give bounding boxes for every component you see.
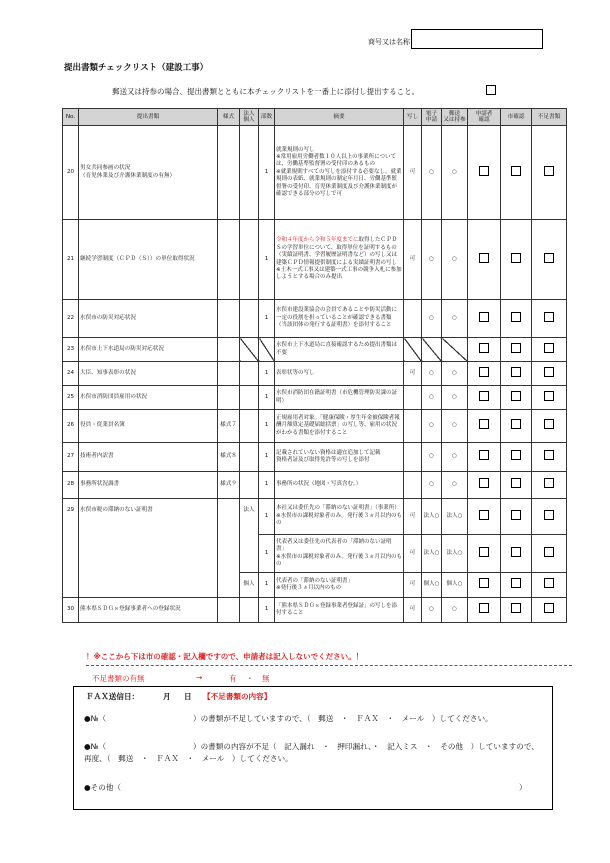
col-missing: 不足書類 [532,109,567,126]
row-electronic: ○ [422,386,442,410]
row-corp [240,220,259,300]
row-document: 継続学習制度（ＣＰＤ（Ｓ））の単位取得状況 [79,220,218,300]
row-mail: 法人○ [442,535,468,573]
table-row [63,499,567,535]
line1-prefix: ●№（ [84,714,107,723]
row-corp [240,300,259,338]
missing-checkbox[interactable] [544,419,554,429]
row-no: 20 [63,126,79,220]
applicant-checkbox[interactable] [479,367,489,377]
row-copies: 1 [259,362,275,386]
missing-checkbox[interactable] [544,391,554,401]
row-copy [404,410,422,443]
row-summary: 記載されていない資格は適宜追加して記載 資格者証及び取得免許等の写しを添付 [275,443,404,472]
row-electronic: 個人○ [422,573,442,598]
row-copies: 1 [259,472,275,499]
missing-checkbox[interactable] [544,312,554,322]
row-copy: 可 [404,573,422,598]
row-copy [404,386,422,410]
row-no: 28 [63,472,79,499]
missing-content-label: 【不足書類の内容】 [203,692,272,701]
city-checkbox[interactable] [511,343,521,353]
row-copy: 可 [404,220,422,300]
city-checkbox[interactable] [511,478,521,488]
row-summary: 水俣市建設業協会の会員であることや防災活動に一定の役割を担っていることが確認できる書類（当該団体の発行する証明書）を添付すること [275,300,404,338]
city-checkbox[interactable] [511,547,521,557]
col-copies: 部数 [259,109,275,126]
row-copy: 可 [404,499,422,535]
applicant-checkbox[interactable] [479,510,489,520]
row-no: 29 [63,499,79,598]
row-summary: 令和４年度から令和５年度までに取得したＣＰＤＳの学習単位について、取得単位を証明するもの（実績証明書、学習履歴証明書など）の写し又は建築ＣＰＤ情報提供制度による実績証明書の写し ※土木一式工事又は建築一式工事の競争入札に参加しようとする場合のみ提出 [275,220,404,300]
line1-text: ）の書類が不足していますので、（ 郵送 ・ ＦＡＸ ・ メール ）してください。 [193,714,493,723]
row-copies-na [259,338,275,362]
table-row [63,362,567,386]
missing-checkbox[interactable] [544,547,554,557]
table-row [63,598,567,623]
row-mail: ○ [442,410,468,443]
row-mail: ○ [442,220,468,300]
row-corp [240,410,259,443]
row-copies: 1 [259,598,275,623]
missing-checkbox[interactable] [544,343,554,353]
line4-prefix: ●その他（ [84,783,122,792]
row-copies: 1 [259,126,275,220]
applicant-checkbox[interactable] [479,547,489,557]
row-copy [404,472,422,499]
col-mail: 郵送 又は持参 [442,109,468,126]
page-title: 提出書類チェックリスト（建設工事） [64,63,209,73]
city-use-notice: ！※ここから下は市の確認・記入欄ですので、申請者は記入しないでください。！ [86,652,364,661]
row-electronic: 法人○ [422,499,442,535]
col-summary: 摘要 [275,109,404,126]
applicant-checkbox[interactable] [479,578,489,588]
row-no: 25 [63,386,79,410]
row-corp: 法人 [240,499,259,573]
city-checkbox[interactable] [511,367,521,377]
missing-checkbox[interactable] [544,603,554,613]
row-copy-na [404,338,422,362]
row-electronic: ○ [422,472,442,499]
fax-day-label: 日 [184,692,192,701]
applicant-checkbox[interactable] [479,343,489,353]
row-copies: 1 [259,300,275,338]
row-no: 24 [63,362,79,386]
row-summary: 事務所の状況（地図・写真含む。） [275,472,404,499]
row-copies: 1 [259,443,275,472]
row-no: 21 [63,220,79,300]
table-row [63,126,567,220]
row-copy: 可 [404,535,422,573]
row-electronic-na [422,338,442,362]
city-checkbox[interactable] [511,166,521,176]
row-electronic: 法人○ [422,535,442,573]
line2-text: ）の書類の内容が不足（ 記入漏れ ・ 押印漏れ、・ 記入ミス ・ その他 ）していますので、 [193,742,539,751]
submission-instruction: 郵送又は持参の場合、提出書類とともに本チェックリストを一番上に添付し提出すること。 [112,87,420,96]
row-document: 水俣市上下水道局の防災対応状況 [79,338,218,362]
row-form [218,598,240,623]
row-form: 様式９ [218,472,240,499]
row-copy: 可 [404,598,422,623]
option-separator: ・ [246,674,254,683]
row-copies: 1 [259,535,275,573]
row-form [218,338,240,362]
applicant-checkbox[interactable] [479,419,489,429]
city-checkbox[interactable] [511,312,521,322]
missing-yes-option[interactable]: 有 [229,674,237,683]
col-electronic: 電子 申請 [422,109,442,126]
city-checkbox[interactable] [511,578,521,588]
trader-name-label: 商号又は名称 [368,38,410,46]
row-mail: ○ [442,443,468,472]
row-electronic: ○ [422,362,442,386]
row-form: 様式７ [218,410,240,443]
row-corp: 個人 [240,573,259,598]
row-copy: 可 [404,126,422,220]
row-summary: 本社又は委任先の「滞納のない証明書」（事業所） ※水俣市の課税対象者のみ。発行後３ヵ月以内のもの [275,499,404,535]
row-mail: ○ [442,598,468,623]
missing-checkbox[interactable] [544,450,554,460]
row-form [218,362,240,386]
missing-checkbox[interactable] [544,578,554,588]
row-corp [240,472,259,499]
row-electronic: ○ [422,220,442,300]
row-corp [240,362,259,386]
row-summary: 水俣市上下水道局に直接確認するため提出書類は不要 [275,338,404,362]
row-document: 技術者内訳書 [79,443,218,472]
row-summary: 代表者又は委任先の代表者の「滞納のない証明書」 ※水俣市の課税対象者のみ。発行後３ヵ月以内のもの [275,535,404,573]
row-form [218,300,240,338]
row-no: 26 [63,410,79,443]
missing-checkbox[interactable] [544,166,554,176]
row-no: 22 [63,300,79,338]
col-city-check: 市確認 [501,109,532,126]
row-corp [240,443,259,472]
row-form [218,220,240,300]
table-row [63,472,567,499]
row-electronic: ○ [422,598,442,623]
applicant-checkbox[interactable] [479,603,489,613]
missing-docs-label: 不足書類の有無 [92,674,145,683]
row-summary: 代表者の「滞納のない証明書」 ※発行後３ヵ月以内のもの [275,573,404,598]
row-form [218,126,240,220]
missing-checkbox[interactable] [544,510,554,520]
cut-line-divider [86,665,572,666]
row-copies: 1 [259,386,275,410]
line3-text: 再度、（ 郵送 ・ ＦＡＸ ・ メール ）してください。 [84,754,293,763]
row-document: 役員・従業員名簿 [79,410,218,443]
row-form [218,386,240,410]
table-row [63,410,567,443]
row-electronic: ○ [422,300,442,338]
col-copy: 写し [404,109,422,126]
applicant-checkbox[interactable] [479,450,489,460]
arrow-icon: → [196,673,203,682]
table-row [63,300,567,338]
row-mail-na [442,338,468,362]
row-summary: 「熊本県ＳＤＧｓ登録事業者登録証」の写しを添付すること [275,598,404,623]
row-document: 水俣市消防団員雇用の状況 [79,386,218,410]
row-no: 27 [63,443,79,472]
row-mail: ○ [442,300,468,338]
col-corp-individual: 法人 個人 [240,109,259,126]
row-summary: 就業規則の写し ※常用雇用労働者数１０人以上の事業所については、労働基準監督署の受付印のあるもの ※就業規則すべての写しを添付する必要なし。就業規則の表紙、就業規則の制定年月日、労働基準監督署の受付印、育児休業制度及び介護休業制度が確認できる部分の写しで可 [275,126,404,220]
table-row [63,443,567,472]
missing-checkbox[interactable] [544,253,554,263]
missing-no-option[interactable]: 無 [262,674,270,683]
applicant-checkbox[interactable] [479,312,489,322]
row-corp-na [240,338,259,362]
row-document: 水俣市税の滞納のない証明書 [79,499,218,598]
row-summary: 表彰状等の写し [275,362,404,386]
city-checkbox[interactable] [511,450,521,460]
applicant-checkbox[interactable] [479,166,489,176]
row-mail: 法人○ [442,499,468,535]
row-summary: 水俣市消防団在籍証明書（市危機管理防災課の証明） [275,386,404,410]
missing-checkbox[interactable] [544,478,554,488]
fax-date-label: ＦＡＸ送信日： [86,692,140,701]
row-copy [404,300,422,338]
city-checkbox[interactable] [511,419,521,429]
col-form: 様式 [218,109,240,126]
table-row [63,386,567,410]
row-electronic: ○ [422,410,442,443]
row-corp [240,598,259,623]
row-copies: 1 [259,220,275,300]
fax-month-label: 月 [163,692,171,701]
row-summary: 正規雇用者対象。「健康保険・厚生年金被保険者報酬月額算定基礎届総括票」の写し等、雇用の状況がわかる書類を添付すること [275,410,404,443]
city-checkbox[interactable] [511,510,521,520]
row-electronic: ○ [422,443,442,472]
row-mail: ○ [442,362,468,386]
row-no: 23 [63,338,79,362]
row-document: 熊本県ＳＤＧｓ登録事業者への登録状況 [79,598,218,623]
row-mail: ○ [442,386,468,410]
city-checkbox[interactable] [511,253,521,263]
row-copies: 1 [259,573,275,598]
row-corp [240,386,259,410]
col-applicant-check: 申請者 確認 [468,109,501,126]
table-row [63,338,567,362]
row-mail: ○ [442,126,468,220]
row-document: 事務所状況調書 [79,472,218,499]
applicant-checkbox[interactable] [479,391,489,401]
line2-prefix: ●№（ [84,742,107,751]
row-copy [404,443,422,472]
row-copies: 1 [259,499,275,535]
missing-checkbox[interactable] [544,367,554,377]
city-checkbox[interactable] [511,603,521,613]
col-document: 提出書類 [79,109,218,126]
row-mail: ○ [442,472,468,499]
row-corp [240,126,259,220]
row-document: 水俣市の防災対応状況 [79,300,218,338]
row-electronic: ○ [422,126,442,220]
applicant-checkbox[interactable] [479,478,489,488]
line4-close: ） [519,783,527,792]
applicant-checkbox[interactable] [479,253,489,263]
city-checkbox[interactable] [511,391,521,401]
row-form: 様式８ [218,443,240,472]
table-header-row [63,109,567,126]
trader-name-field[interactable] [411,29,543,49]
row-copy: 可 [404,362,422,386]
table-row [63,220,567,300]
row-no: 30 [63,598,79,623]
col-no: No. [63,109,79,126]
row-document: 大臣、知事表彰の状況 [79,362,218,386]
row-document: 男女共同参画の状況 （育児休業及び介護休業制度の有無） [79,126,218,220]
row-form [218,499,240,598]
checklist-table [62,108,567,623]
row-mail: 個人○ [442,573,468,598]
row-copies: 1 [259,410,275,443]
instruction-checkbox[interactable] [486,85,496,95]
summary-highlight: 令和４年度から令和５年度までに [276,237,359,244]
